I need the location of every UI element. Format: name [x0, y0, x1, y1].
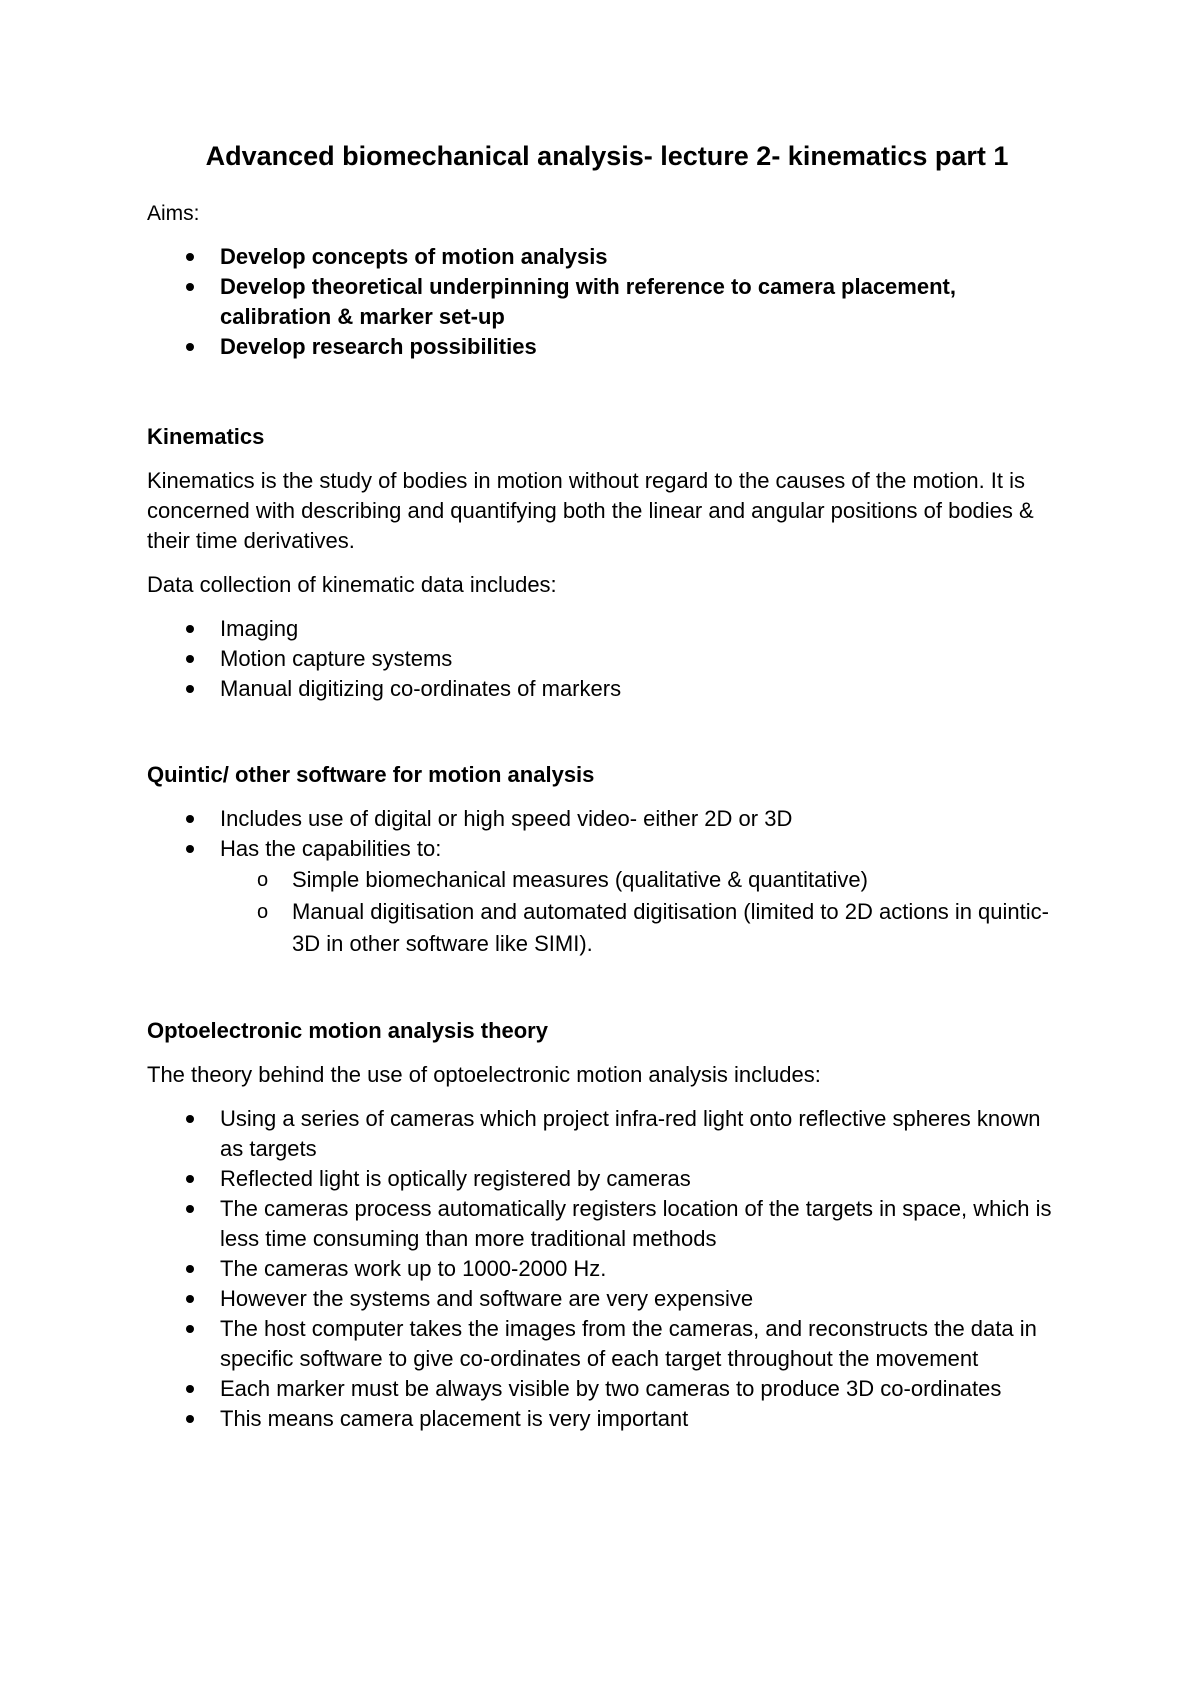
optoelectronic-intro: The theory behind the use of optoelectronic motion analysis includes:	[147, 1061, 821, 1087]
bullet-icon	[186, 1115, 194, 1123]
bullet-icon	[186, 655, 194, 663]
list-item: Includes use of digital or high speed video- either 2D or 3D	[147, 804, 1067, 834]
bullet-icon	[186, 1175, 194, 1183]
bullet-icon	[186, 1325, 194, 1333]
quintic-list	[147, 804, 1067, 864]
optoelectronic-heading: Optoelectronic motion analysis theory	[147, 1017, 548, 1043]
aims-label: Aims:	[147, 202, 200, 226]
quintic-heading: Quintic/ other software for motion analysis	[147, 761, 595, 787]
list-item: Reflected light is optically registered by cameras	[147, 1164, 1067, 1194]
bullet-icon	[186, 283, 194, 291]
bullet-icon	[186, 1205, 194, 1213]
list-item: This means camera placement is very important	[147, 1404, 1067, 1434]
bullet-icon	[186, 343, 194, 351]
circle-bullet-icon: o	[257, 868, 269, 891]
quintic-sub-list	[147, 864, 1067, 960]
optoelectronic-list	[147, 1104, 1067, 1434]
bullet-icon	[186, 1385, 194, 1393]
list-item: Motion capture systems	[147, 644, 1067, 674]
list-item: The host computer takes the images from the cameras, and reconstructs the data in specific software to give co-ordinates of each target throughout the movement	[147, 1314, 1067, 1374]
kinematics-heading: Kinematics	[147, 423, 265, 449]
sub-list-item: o Manual digitisation and automated digitisation (limited to 2D actions in quintic- 3D in other software like SIMI).	[147, 896, 1067, 960]
bullet-icon	[186, 1295, 194, 1303]
list-item: Manual digitizing co-ordinates of markers	[147, 674, 1067, 704]
bullet-icon	[186, 845, 194, 853]
list-item: Has the capabilities to:	[147, 834, 1067, 864]
bullet-icon	[186, 815, 194, 823]
document-title: Advanced biomechanical analysis- lecture 2- kinematics part 1	[205, 141, 1009, 171]
list-item: Each marker must be always visible by two cameras to produce 3D co-ordinates	[147, 1374, 1067, 1404]
bullet-icon	[186, 625, 194, 633]
data-collection-intro: Data collection of kinematic data includes:	[147, 571, 557, 597]
list-item: The cameras process automatically registers location of the targets in space, which is less time consuming than more traditional methods	[147, 1194, 1067, 1254]
list-item: The cameras work up to 1000-2000 Hz.	[147, 1254, 1067, 1284]
document-page	[147, 140, 1067, 1434]
kinematics-list	[147, 614, 1067, 704]
list-item: Develop theoretical underpinning with reference to camera placement, calibration & marker set-up	[147, 272, 1067, 332]
bullet-icon	[186, 1265, 194, 1273]
bullet-icon	[186, 1415, 194, 1423]
kinematics-paragraph: Kinematics is the study of bodies in motion without regard to the causes of the motion. It is concerned with describing and quantifying both the linear and angular positions of bodies & their time derivatives.	[147, 467, 1034, 553]
aims-list	[147, 242, 1067, 362]
list-item: Develop research possibilities	[147, 332, 1067, 362]
bullet-icon	[186, 685, 194, 693]
bullet-icon	[186, 253, 194, 261]
list-item: Imaging	[147, 614, 1067, 644]
list-item: However the systems and software are very expensive	[147, 1284, 1067, 1314]
sub-list-item: o Simple biomechanical measures (qualitative & quantitative)	[147, 864, 1067, 896]
list-item: Develop concepts of motion analysis	[147, 242, 1067, 272]
list-item: Using a series of cameras which project infra-red light onto reflective spheres known as targets	[147, 1104, 1067, 1164]
circle-bullet-icon: o	[257, 900, 269, 923]
